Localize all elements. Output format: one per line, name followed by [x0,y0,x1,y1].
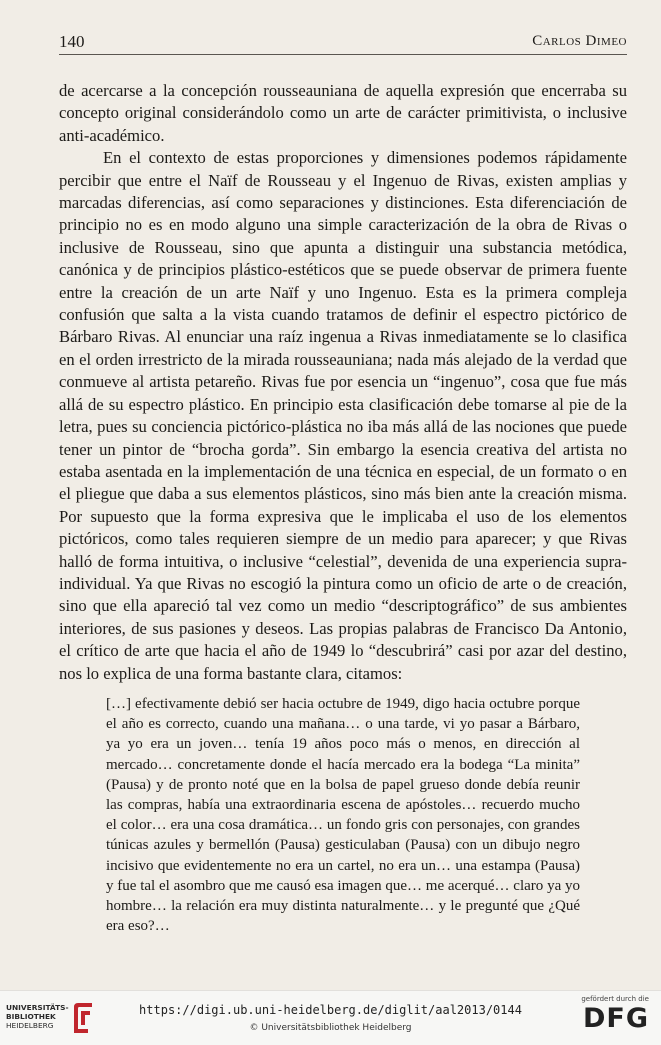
paragraph-1: de acercarse a la concepción rousseauniana de aquella expresión que encerraba su concepto original considerándolo como un arte de carácter primitivista, o inclusive anti-académico. [59,81,627,145]
copyright-notice: © Universitätsbibliothek Heidelberg [249,1023,412,1033]
page-url-link[interactable]: https://digi.ub.uni-heidelberg.de/diglit/aal2013/0144 [139,1003,522,1017]
dfg-caption: gefördert durch die [581,995,649,1003]
dfg-logo[interactable] [571,995,649,1041]
library-name: UNIVERSITÄTS- BIBLIOTHEK HEIDELBERG [6,1003,69,1031]
paragraph-2: En el contexto de estas proporciones y dimensiones podemos rápidamente percibir que entre el Naïf de Rousseau y el Ingenuo de Rivas, existen amplias y marcadas diferencias, así como separaciones y distinciones. Esta diferenciación de principio no es en modo alguno una simple caracterización de la obra de Rivas o inclusive de Rousseau, sino que apunta a distinguir una substancia metódica, canónica y de principios plástico-estéticos que se puede observar de primera fuente entre la creación de un arte Naïf y uno Ingenuo. Esta es la primera compleja confusión que salta a la vista cuando tratamos de definir el espectro pictórico de Bárbaro Rivas. Al enunciar una raíz ingenua a Rivas inmediatamente se lo clasifica en el orden irrestricto de la mirada rousseauniana; nada más alejado de la verdad que conmueve al artista petareño. Rivas fue por esencia un “ingenuo”, cosa que fue más allá de su espectro plástico. En principio esta clasificación debe tomarse al pie de la letra, pues su conciencia pictórico-plástica no iba más allá de las nociones que puede tener un pintor de “brocha gorda”. Sin embargo la esencia creativa del artista no estaba asentada en la implementación de una técnica en especial, de un formato o en el pliegue que daba a sus elementos plásticos, sino más bien ante la creación misma. Por supuesto que la forma expresiva que le implicaba el uso de los elementos pictóricos, como tales requieren siempre de un medio para aparecer; y que Rivas halló de forma intuitiva, o inclusive “celestial”, devenida de una experiencia supra-individual. Ya que Rivas no escogió la pintura como un oficio de arte o de creación, sino que ella apareció tal vez como un medio “descriptográfico” de sus ambientes interiores, de sus pasiones y deseos. Las propias palabras de Francisco Da Antonio, el crítico de arte que hacia el año de 1949 lo “descubrirá” casi por azar del destino, nos lo explica de una forma bastante clara, citamos: [59,148,627,683]
dfg-wordmark: DFG [582,1003,649,1034]
footer-bar [0,990,661,1045]
page-header [59,30,627,55]
quote-text: […] efectivamente debió ser hacia octubre de 1949, digo hacia octubre porque el año es correcto, cuando una mañana… o una tarde, vi yo pasar a Bárbaro, ya yo era un joven… tenía 19 años poco más o menos, en dirección al mercado… concretamente donde el hacía mercado era la bodega “La minita” (Pausa) y de pronto noté que en la bolsa de papel grueso donde debía reunir las compras, había una extraordinaria escena de apóstoles… recuerdo mucho el color… era una cosa dramática… un fondo gris con personajes, con grandes túnicas azules y bermellón (Pausa) gesticulaban (Pausa) con un dibujo negro incisivo que evidentemente no era un cartel, no era un… una estampa (Pausa) y fue tal el asombro que me causó esa imagen que… me acerqué… claro ya yo hombre… la relación era muy distinta naturalmente… y le pregunté que ¿Qué era eso?… [106,696,580,935]
running-head: Carlos Dimeo [532,33,627,49]
page-number: 140 [59,32,85,51]
block-quote [106,694,580,936]
body-text [59,80,627,685]
